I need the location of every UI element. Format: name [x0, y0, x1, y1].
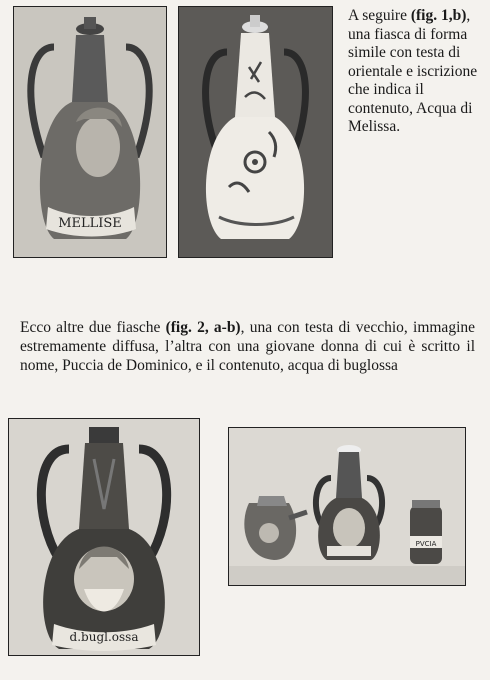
fiasca-fig-2a-image	[9, 419, 199, 655]
fiasca-fig-1b-image	[179, 7, 332, 257]
body-paragraph-fig-2	[20, 318, 475, 375]
photo-fig-1a	[13, 6, 167, 258]
paragraph-figure-reference: (fig. 2, a-b)	[165, 319, 241, 336]
three-vessels-fig-2b-image	[229, 428, 465, 585]
inscription-puccia: PVCIA	[415, 540, 437, 548]
inscription-buglossa: d.bugl.ossa	[69, 630, 139, 644]
photo-fig-2b	[228, 427, 466, 586]
paragraph-body: , una con testa di vecchio, immagine estremamente diffusa, l’altra con una giovane donna di cui è scritto il nome, Puccia de Dominico, e il contenuto, acqua di buglossa	[20, 319, 476, 374]
caption-fig-1b	[348, 7, 478, 137]
photo-fig-2a	[8, 418, 200, 656]
albarello-fig-1a-image	[14, 7, 166, 257]
caption-figure-reference: (fig. 1,b)	[410, 7, 467, 24]
inscription-melisse: MELLISE	[58, 216, 122, 231]
paragraph-intro: Ecco altre due fiasche	[20, 319, 166, 336]
caption-intro: A seguire	[348, 7, 411, 24]
photo-fig-1b	[178, 6, 333, 258]
caption-body: , una fiasca di forma simile con testa di orientale e iscrizione che indica il contenuto, Acqua di Melissa.	[348, 7, 478, 135]
